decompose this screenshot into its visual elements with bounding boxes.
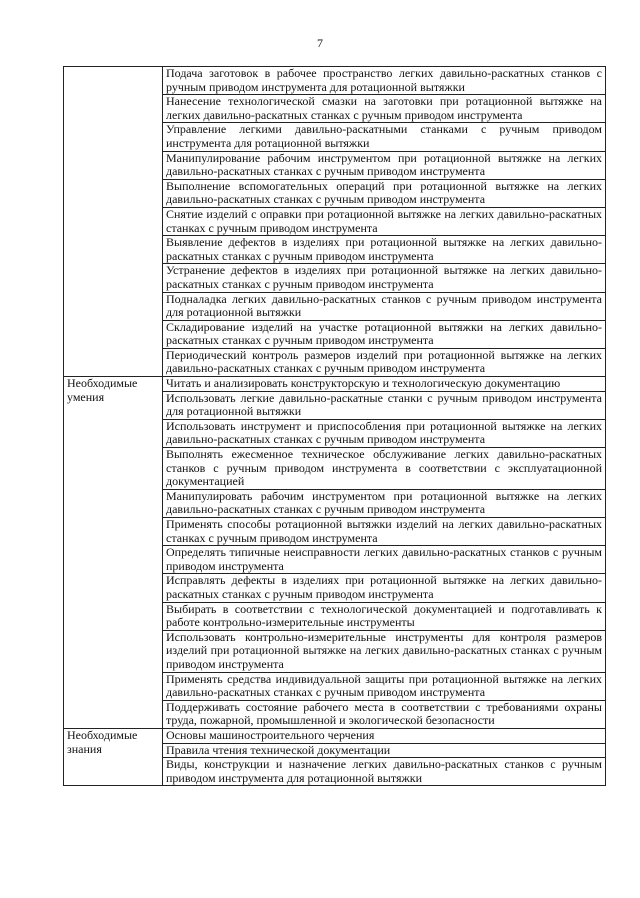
requirement-cell: Снятие изделий с оправки при ротационной вытяжке на легких давильно-раскатных станках с ручным приводом инструмента (163, 207, 606, 235)
requirement-cell: Основы машиностроительного черчения (163, 728, 606, 743)
requirement-cell: Использовать контрольно-измерительные инструменты для контроля размеров изделий при ротационной вытяжке на легких давильно-раскатных станках с ручным приводом инструмента (163, 630, 606, 672)
requirement-cell: Правила чтения технической документации (163, 743, 606, 758)
table-row (64, 67, 606, 95)
requirement-cell: Выполнять ежесменное техническое обслуживание легких давильно-раскатных станков с ручным приводом инструмента в соответствии с эксплуатационной документацией (163, 448, 606, 490)
requirement-cell: Подача заготовок в рабочее пространство легких давильно-раскатных станков с ручным приводом инструмента для ротационной вытяжки (163, 67, 606, 95)
table-row (64, 377, 606, 392)
requirement-cell: Манипулирование рабочим инструментом при ротационной вытяжке на легких давильно-раскатных станках с ручным приводом инструмента (163, 151, 606, 179)
section-label: Необходимые знания (64, 728, 163, 785)
requirement-cell: Выявление дефектов в изделиях при ротационной вытяжке на легких давильно-раскатных станках с ручным приводом инструмента (163, 236, 606, 264)
requirement-cell: Исправлять дефекты в изделиях при ротационной вытяжке на легких давильно-раскатных станках с ручным приводом инструмента (163, 574, 606, 602)
requirement-cell: Подналадка легких давильно-раскатных станков с ручным приводом инструмента для ротационной вытяжки (163, 292, 606, 320)
requirement-cell: Использовать инструмент и приспособления при ротационной вытяжке на легких давильно-раскатных станках с ручным приводом инструмента (163, 419, 606, 447)
page-number: 7 (317, 36, 323, 50)
section-label: Необходимые умения (64, 377, 163, 729)
requirement-cell: Поддерживать состояние рабочего места в соответствии с требованиями охраны труда, пожарной, промышленной и экологической безопасности (163, 700, 606, 728)
requirement-cell: Применять способы ротационной вытяжки изделий на легких давильно-раскатных станках с ручным приводом инструмента (163, 518, 606, 546)
requirement-cell: Определять типичные неисправности легких давильно-раскатных станков с ручным приводом инструмента (163, 546, 606, 574)
requirement-cell: Устранение дефектов в изделиях при ротационной вытяжке на легких давильно-раскатных станках с ручным приводом инструмента (163, 264, 606, 292)
requirement-cell: Выполнение вспомогательных операций при ротационной вытяжке на легких давильно-раскатных станках с ручным приводом инструмента (163, 179, 606, 207)
requirement-cell: Применять средства индивидуальной защиты при ротационной вытяжке на легких давильно-раскатных станках с ручным приводом инструмента (163, 672, 606, 700)
requirement-cell: Управление легкими давильно-раскатными станками с ручным приводом инструмента для ротационной вытяжки (163, 123, 606, 151)
requirement-cell: Складирование изделий на участке ротационной вытяжки на легких давильно-раскатных станках с ручным приводом инструмента (163, 320, 606, 348)
requirement-cell: Использовать легкие давильно-раскатные станки с ручным приводом инструмента для ротационной вытяжки (163, 391, 606, 419)
section-label (64, 67, 163, 377)
requirement-cell: Нанесение технологической смазки на заготовки при ротационной вытяжке на легких давильно-раскатных станках с ручным приводом инструмента (163, 95, 606, 123)
requirement-cell: Виды, конструкции и назначение легких давильно-раскатных станков с ручным приводом инструмента для ротационной вытяжки (163, 758, 606, 786)
requirement-cell: Манипулировать рабочим инструментом при ротационной вытяжке на легких давильно-раскатных станках с ручным приводом инструмента (163, 489, 606, 517)
table-body (64, 67, 606, 786)
requirement-cell: Читать и анализировать конструкторскую и технологическую документацию (163, 377, 606, 392)
table-row (64, 728, 606, 743)
requirement-cell: Выбирать в соответствии с технологической документацией и подготавливать к работе контрольно-измерительные инструменты (163, 602, 606, 630)
competency-table (63, 66, 606, 786)
requirement-cell: Периодический контроль размеров изделий при ротационной вытяжке на легких давильно-раскатных станках с ручным приводом инструмента (163, 348, 606, 376)
